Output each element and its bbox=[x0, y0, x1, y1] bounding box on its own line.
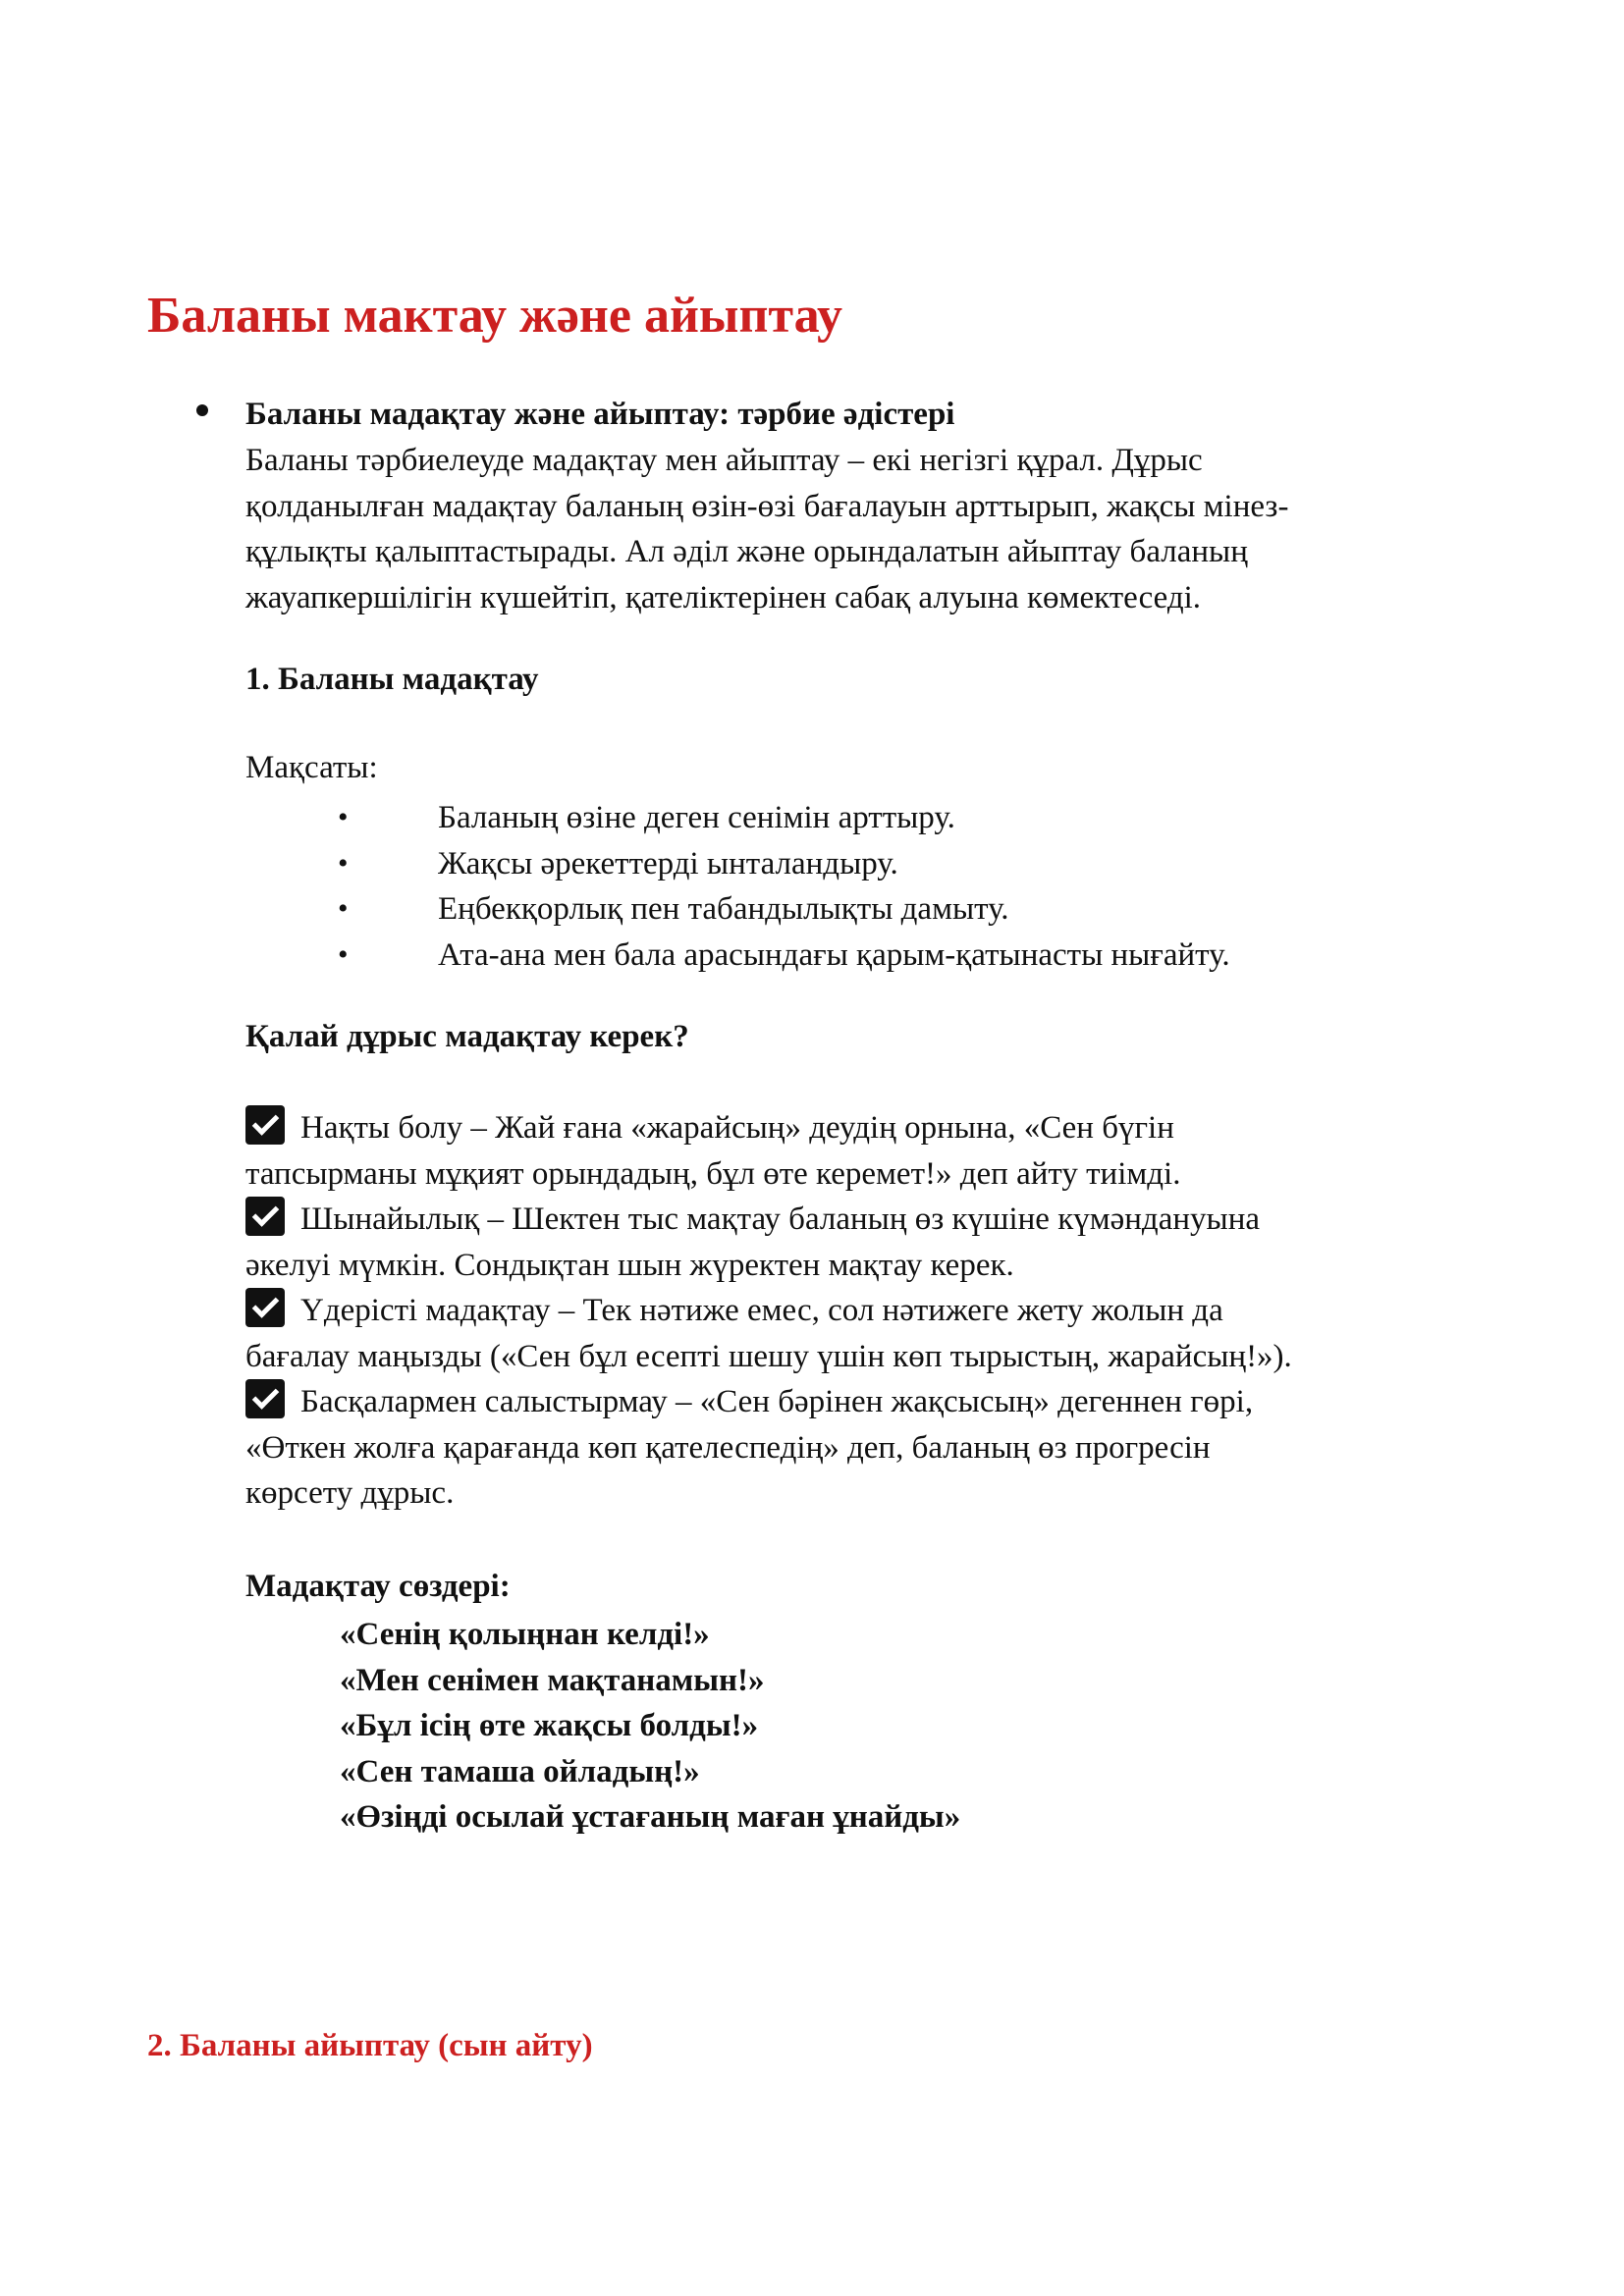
tip-item bbox=[245, 1197, 1292, 1288]
goal-item bbox=[334, 886, 1230, 933]
how-to-praise-heading: Қалай дұрыс мадақтау керек? bbox=[245, 1019, 689, 1054]
tip-line bbox=[245, 1105, 1292, 1151]
goal-item bbox=[334, 933, 1230, 979]
praise-phrase: «Сен тамаша ойладың!» bbox=[340, 1753, 700, 1789]
tip-line bbox=[245, 1288, 1292, 1334]
tip-line bbox=[245, 1379, 1292, 1425]
tip-text: Басқалармен салыстырмау – «Сен бәрінен жақсысың» дегеннен гөрі, bbox=[300, 1384, 1254, 1419]
intro-line: құлықты қалыптастырады. Ал әділ және орындалатын айыптау баланың bbox=[245, 534, 1248, 569]
goal-text: Ата-ана мен бала арасындағы қарым-қатынасты нығайту. bbox=[438, 936, 1230, 973]
document-title: Баланы мактау және айыптау bbox=[147, 288, 843, 344]
tip-line: әкелуі мүмкін. Сондықтан шын жүректен мақтау керек. bbox=[245, 1247, 1014, 1283]
tip-text: Нақты болу – Жай ғана «жарайсың» деудің орнына, «Сен бүгін bbox=[300, 1110, 1174, 1146]
praise-words-heading: Мадақтау сөздері: bbox=[245, 1569, 511, 1604]
intro-bullet-dot bbox=[196, 404, 208, 416]
bullet-dot: • bbox=[338, 801, 349, 833]
check-icon bbox=[245, 1105, 285, 1145]
goal-item bbox=[334, 841, 1230, 887]
tip-text: Үдерісті мадақтау – Тек нәтиже емес, сол нәтижеге жету жолын да bbox=[300, 1293, 1223, 1328]
bullet-dot: • bbox=[338, 937, 349, 971]
goal-text: Жақсы әрекеттерді ынталандыру. bbox=[438, 845, 898, 881]
praise-phrase: «Мен сенімен мақтанамын!» bbox=[340, 1662, 765, 1698]
bullet-dot: • bbox=[338, 892, 349, 925]
tip-line: көрсету дұрыс. bbox=[245, 1475, 455, 1511]
section2-heading: 2. Баланы айыптау (сын айту) bbox=[147, 2028, 593, 2063]
praise-phrase: «Өзіңді осылай ұстағаның маған ұнайды» bbox=[340, 1799, 961, 1835]
tip-item bbox=[245, 1105, 1292, 1197]
tip-item bbox=[245, 1288, 1292, 1379]
tip-line bbox=[245, 1197, 1292, 1243]
goals-list bbox=[334, 795, 1230, 978]
bullet-dot: • bbox=[338, 846, 349, 880]
check-icon bbox=[245, 1288, 285, 1327]
goal-item bbox=[334, 795, 1230, 841]
intro-heading: Баланы мадақтау және айыптау: тәрбие әдістері bbox=[245, 397, 955, 432]
tip-line: бағалау маңызды («Сен бұл есепті шешу үшін көп тырыстың, жарайсың!»). bbox=[245, 1338, 1292, 1374]
section1-heading: 1. Баланы мадақтау bbox=[245, 662, 539, 697]
tips-list bbox=[245, 1105, 1292, 1517]
tip-line: тапсырманы мұқият орындадың, бұл өте керемет!» деп айту тиімді. bbox=[245, 1155, 1181, 1192]
intro-paragraph bbox=[245, 438, 1288, 620]
tip-text: Шынайылық – Шектен тыс мақтау баланың өз күшіне күмәндануына bbox=[300, 1201, 1260, 1237]
praise-phrase: «Бұл ісің өте жақсы болды!» bbox=[340, 1708, 759, 1743]
intro-line: жауапкершілігін күшейтіп, қателіктерінен сабақ алуына көмектеседі. bbox=[245, 579, 1202, 615]
tip-item bbox=[245, 1379, 1292, 1517]
check-icon bbox=[245, 1379, 285, 1418]
intro-line: Баланы тәрбиелеуде мадақтау мен айыптау – екі негізгі құрал. Дұрыс bbox=[245, 443, 1203, 478]
goal-text: Баланың өзіне деген сенімін арттыру. bbox=[438, 800, 955, 835]
goal-text: Еңбекқорлық пен табандылықты дамыту. bbox=[438, 891, 1009, 927]
tip-line: «Өткен жолға қарағанда көп қателеспедің» деп, баланың өз прогресін bbox=[245, 1429, 1211, 1466]
goals-label: Мақсаты: bbox=[245, 750, 378, 785]
intro-line: қолданылған мадақтау баланың өзін-өзі бағалауын арттырып, жақсы мінез- bbox=[245, 488, 1289, 524]
praise-phrases-list bbox=[340, 1612, 960, 1841]
check-icon bbox=[245, 1197, 285, 1236]
praise-phrase: «Сенің қолыңнан келді!» bbox=[340, 1617, 710, 1652]
